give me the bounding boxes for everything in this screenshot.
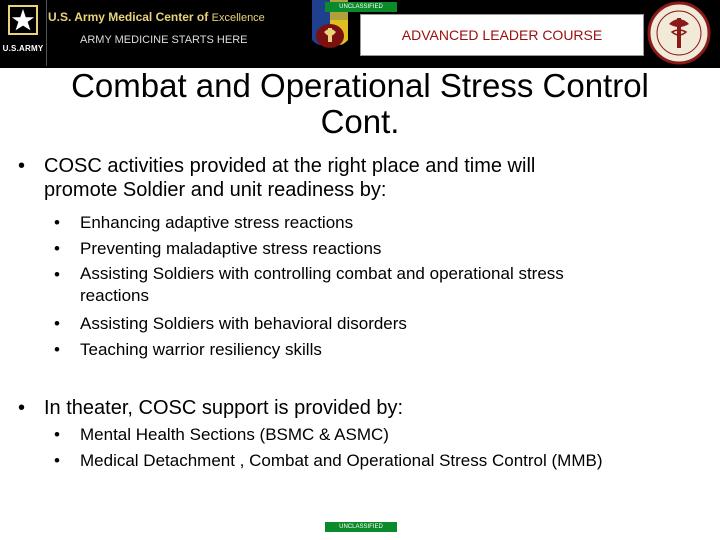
slide-title-line2: Cont. bbox=[320, 103, 400, 140]
sub-bullet-text: Medical Detachment , Combat and Operational Stress Control (MMB) bbox=[80, 451, 603, 470]
sub-bullet-dot: • bbox=[54, 451, 60, 470]
header-banner bbox=[0, 0, 720, 68]
sub-bullet-text: Assisting Soldiers with controlling combat and operational stress bbox=[80, 264, 564, 283]
sub-bullet-dot: • bbox=[54, 239, 60, 258]
sub-bullet bbox=[54, 312, 694, 336]
army-star-icon bbox=[3, 0, 43, 40]
sub-bullet bbox=[54, 338, 694, 362]
bullet-1-line2: promote Soldier and unit readiness by: bbox=[44, 179, 387, 201]
sub-bullet-dot: • bbox=[54, 314, 60, 333]
army-logo-text: U.S.ARMY bbox=[2, 44, 44, 53]
sub-bullet bbox=[54, 449, 714, 473]
sub-bullet-text: Teaching warrior resiliency skills bbox=[80, 340, 322, 359]
tagline: ARMY MEDICINE STARTS HERE bbox=[80, 34, 248, 46]
course-title-box bbox=[360, 14, 644, 56]
slide-title bbox=[0, 68, 720, 140]
course-title: ADVANCED LEADER COURSE bbox=[401, 27, 603, 43]
bullet-dot: • bbox=[18, 155, 26, 177]
sub-bullet-dot: • bbox=[54, 265, 60, 284]
sub-bullet-text: Mental Health Sections (BSMC & ASMC) bbox=[80, 425, 389, 444]
classification-bottom-banner: UNCLASSIFIED bbox=[325, 522, 397, 532]
bullet-2-text: In theater, COSC support is provided by: bbox=[44, 397, 404, 419]
sub-bullet bbox=[54, 237, 694, 261]
bullet-1 bbox=[18, 154, 698, 202]
sub-bullet-text-cont: reactions bbox=[80, 286, 149, 305]
sub-bullet bbox=[54, 263, 694, 307]
bullet-2 bbox=[18, 396, 698, 420]
bullet-1-line1: COSC activities provided at the right place and time will bbox=[44, 155, 536, 177]
org-title-tail: Excellence bbox=[211, 12, 265, 24]
sub-bullet-dot: • bbox=[54, 340, 60, 359]
sub-bullet-dot: • bbox=[54, 213, 60, 232]
army-logo bbox=[0, 0, 47, 66]
sub-bullet-text: Preventing maladaptive stress reactions bbox=[80, 239, 382, 258]
slide-title-line1: Combat and Operational Stress Control bbox=[71, 67, 649, 104]
sub-bullet bbox=[54, 423, 714, 447]
bullet-dot: • bbox=[18, 397, 26, 419]
nco-academy-seal-icon bbox=[644, 0, 714, 66]
sub-bullet-text: Assisting Soldiers with behavioral disorders bbox=[80, 314, 407, 333]
sub-bullet-text: Enhancing adaptive stress reactions bbox=[80, 213, 354, 232]
org-title-main: U.S. Army Medical Center of bbox=[48, 10, 209, 24]
sub-bullet-dot: • bbox=[54, 425, 60, 444]
org-title bbox=[48, 10, 265, 24]
classification-top-banner: UNCLASSIFIED bbox=[325, 2, 397, 12]
sub-bullet bbox=[54, 211, 694, 235]
